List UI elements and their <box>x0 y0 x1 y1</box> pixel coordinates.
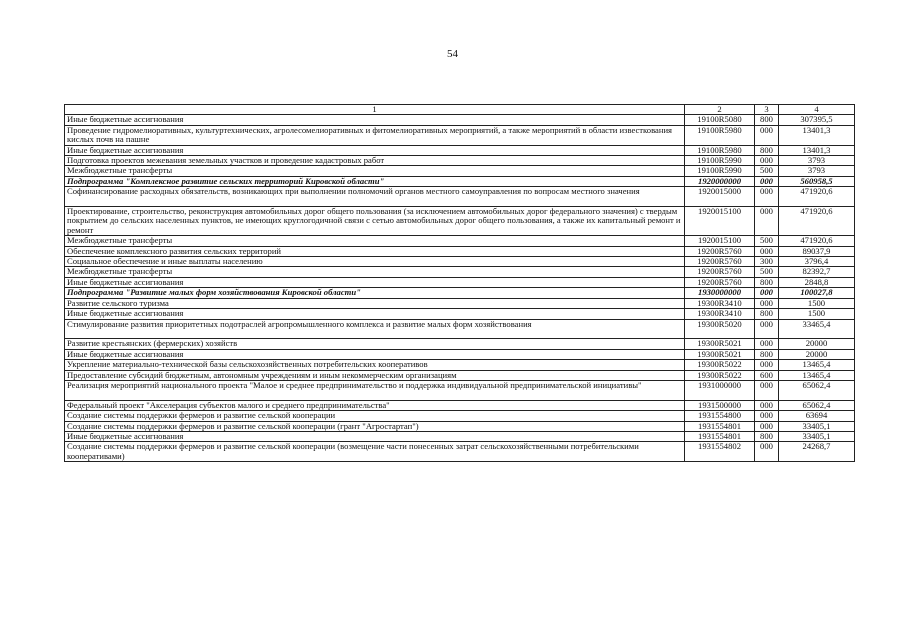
table-row <box>65 156 855 166</box>
row-name-cell: Создание системы поддержки фермеров и развитие сельской кооперации (возмещение части понесенных затрат сельскохозяйственными потребительскими кооперативами) <box>65 442 685 462</box>
row-code-cell: 19200R5760 <box>685 257 755 267</box>
row-code-cell: 19200R5760 <box>685 277 755 287</box>
row-name-cell: Реализация мероприятий национального проекта "Малое и среднее предпринимательство и поддержка индивидуальной предпринимательской инициативы" <box>65 380 685 400</box>
row-name-cell: Подготовка проектов межевания земельных участков и проведение кадастровых работ <box>65 156 685 166</box>
table-body <box>65 115 855 462</box>
row-kind-cell: 000 <box>755 187 779 207</box>
row-code-cell: 1920015000 <box>685 187 755 207</box>
row-kind-cell: 000 <box>755 319 779 339</box>
row-kind-cell: 500 <box>755 267 779 277</box>
row-name-cell: Создание системы поддержки фермеров и развитие сельской кооперации <box>65 411 685 421</box>
row-name-cell: Подпрограмма "Комплексное развитие сельских территорий Кировской области" <box>65 176 685 186</box>
row-amount-cell: 3796,4 <box>779 257 855 267</box>
header-col-4: 4 <box>779 105 855 115</box>
row-kind-cell: 800 <box>755 349 779 359</box>
table-row <box>65 360 855 370</box>
row-code-cell: 19100R5980 <box>685 145 755 155</box>
row-kind-cell: 000 <box>755 421 779 431</box>
row-amount-cell: 24268,7 <box>779 442 855 462</box>
row-amount-cell: 13401,3 <box>779 145 855 155</box>
row-name-cell: Социальное обеспечение и иные выплаты населению <box>65 257 685 267</box>
table-row <box>65 187 855 207</box>
row-kind-cell: 600 <box>755 370 779 380</box>
row-code-cell: 19100R5990 <box>685 166 755 176</box>
budget-table <box>64 104 855 462</box>
row-code-cell: 19200R5760 <box>685 246 755 256</box>
row-kind-cell: 000 <box>755 125 779 145</box>
row-amount-cell: 471920,6 <box>779 187 855 207</box>
row-name-cell: Иные бюджетные ассигнования <box>65 431 685 441</box>
row-amount-cell: 33405,1 <box>779 421 855 431</box>
row-amount-cell: 3793 <box>779 166 855 176</box>
row-code-cell: 19300R5021 <box>685 349 755 359</box>
table-row <box>65 267 855 277</box>
row-code-cell: 1930000000 <box>685 288 755 298</box>
table-row <box>65 370 855 380</box>
row-amount-cell: 1500 <box>779 309 855 319</box>
row-name-cell: Межбюджетные трансферты <box>65 267 685 277</box>
row-code-cell: 19300R5022 <box>685 360 755 370</box>
table-row <box>65 319 855 339</box>
table-row <box>65 421 855 431</box>
row-code-cell: 1931500000 <box>685 400 755 410</box>
subprogram-row <box>65 288 855 298</box>
row-amount-cell: 1500 <box>779 298 855 308</box>
header-col-3: 3 <box>755 105 779 115</box>
row-kind-cell: 500 <box>755 166 779 176</box>
header-col-1: 1 <box>65 105 685 115</box>
row-code-cell: 1920015100 <box>685 207 755 236</box>
row-name-cell: Развитие крестьянских (фермерских) хозяйств <box>65 339 685 349</box>
table-row <box>65 298 855 308</box>
row-kind-cell: 000 <box>755 442 779 462</box>
row-name-cell: Иные бюджетные ассигнования <box>65 309 685 319</box>
row-kind-cell: 000 <box>755 288 779 298</box>
row-amount-cell: 100027,8 <box>779 288 855 298</box>
row-kind-cell: 000 <box>755 207 779 236</box>
row-kind-cell: 000 <box>755 339 779 349</box>
row-amount-cell: 13465,4 <box>779 360 855 370</box>
table-row <box>65 236 855 246</box>
table-row <box>65 145 855 155</box>
row-amount-cell: 33405,1 <box>779 431 855 441</box>
row-code-cell: 19100R5990 <box>685 156 755 166</box>
row-name-cell: Создание системы поддержки фермеров и развитие сельской кооперации (грант "Агростартап") <box>65 421 685 431</box>
row-name-cell: Иные бюджетные ассигнования <box>65 145 685 155</box>
row-code-cell: 19100R5080 <box>685 115 755 125</box>
row-amount-cell: 13401,3 <box>779 125 855 145</box>
row-code-cell: 19100R5980 <box>685 125 755 145</box>
row-name-cell: Подпрограмма "Развитие малых форм хозяйствования Кировской области" <box>65 288 685 298</box>
row-code-cell: 19300R5021 <box>685 339 755 349</box>
row-name-cell: Стимулирование развития приоритетных подотраслей агропромышленного комплекса и развитие малых форм хозяйствования <box>65 319 685 339</box>
row-amount-cell: 3793 <box>779 156 855 166</box>
row-name-cell: Межбюджетные трансферты <box>65 236 685 246</box>
row-code-cell: 1931000000 <box>685 380 755 400</box>
row-kind-cell: 000 <box>755 246 779 256</box>
row-name-cell: Развитие сельского туризма <box>65 298 685 308</box>
table-row <box>65 257 855 267</box>
table-row <box>65 125 855 145</box>
subprogram-row <box>65 176 855 186</box>
row-kind-cell: 000 <box>755 411 779 421</box>
row-code-cell: 1931554800 <box>685 411 755 421</box>
row-name-cell: Иные бюджетные ассигнования <box>65 277 685 287</box>
row-amount-cell: 307395,5 <box>779 115 855 125</box>
row-name-cell: Софинансирование расходных обязательств, возникающих при выполнении полномочий органов местного самоуправления по вопросам местного значения <box>65 187 685 207</box>
row-code-cell: 1931554802 <box>685 442 755 462</box>
row-kind-cell: 800 <box>755 145 779 155</box>
row-name-cell: Проектирование, строительство, реконструкция автомобильных дорог общего пользования (за исключением автомобильных дорог федерального значения) с твердым покрытием до сельских населенных пунктов, не имеющих круглогодичной связи с сетью автомобильных дорог общего пользования, а также их капитальный ремонт и ремонт <box>65 207 685 236</box>
row-kind-cell: 000 <box>755 298 779 308</box>
row-name-cell: Предоставление субсидий бюджетным, автономным учреждениям и иным некоммерческим организациям <box>65 370 685 380</box>
table-row <box>65 400 855 410</box>
row-amount-cell: 20000 <box>779 339 855 349</box>
row-kind-cell: 000 <box>755 380 779 400</box>
row-kind-cell: 300 <box>755 257 779 267</box>
row-amount-cell: 471920,6 <box>779 207 855 236</box>
row-name-cell: Укрепление материально-технической базы сельскохозяйственных потребительских кооперативов <box>65 360 685 370</box>
row-name-cell: Обеспечение комплексного развития сельских территорий <box>65 246 685 256</box>
row-kind-cell: 800 <box>755 277 779 287</box>
row-amount-cell: 89037,9 <box>779 246 855 256</box>
row-amount-cell: 63694 <box>779 411 855 421</box>
row-kind-cell: 800 <box>755 309 779 319</box>
row-amount-cell: 13465,4 <box>779 370 855 380</box>
table-header-row <box>65 105 855 115</box>
table-row <box>65 411 855 421</box>
row-amount-cell: 65062,4 <box>779 400 855 410</box>
row-kind-cell: 800 <box>755 115 779 125</box>
row-amount-cell: 20000 <box>779 349 855 359</box>
row-kind-cell: 000 <box>755 176 779 186</box>
header-col-2: 2 <box>685 105 755 115</box>
row-kind-cell: 000 <box>755 400 779 410</box>
table-row <box>65 115 855 125</box>
row-name-cell: Иные бюджетные ассигнования <box>65 349 685 359</box>
row-code-cell: 19300R5022 <box>685 370 755 380</box>
table-row <box>65 277 855 287</box>
row-kind-cell: 500 <box>755 236 779 246</box>
row-name-cell: Проведение гидромелиоративных, культуртехнических, агролесомелиоративных и фитомелиоративных мероприятий, а также мероприятий в области известкования кислых почв на пашне <box>65 125 685 145</box>
row-name-cell: Межбюджетные трансферты <box>65 166 685 176</box>
row-amount-cell: 2848,8 <box>779 277 855 287</box>
table-row <box>65 246 855 256</box>
table-row <box>65 309 855 319</box>
row-amount-cell: 471920,6 <box>779 236 855 246</box>
table-row <box>65 431 855 441</box>
row-amount-cell: 65062,4 <box>779 380 855 400</box>
row-code-cell: 19200R5760 <box>685 267 755 277</box>
row-name-cell: Федеральный проект "Акселерация субъектов малого и среднего предпринимательства" <box>65 400 685 410</box>
table-row <box>65 349 855 359</box>
table-row <box>65 207 855 236</box>
row-code-cell: 1931554801 <box>685 421 755 431</box>
row-amount-cell: 82392,7 <box>779 267 855 277</box>
table-row <box>65 442 855 462</box>
row-code-cell: 1931554801 <box>685 431 755 441</box>
row-code-cell: 1920015100 <box>685 236 755 246</box>
row-code-cell: 19300R3410 <box>685 298 755 308</box>
row-kind-cell: 000 <box>755 156 779 166</box>
row-amount-cell: 560958,5 <box>779 176 855 186</box>
row-kind-cell: 000 <box>755 360 779 370</box>
table-row <box>65 339 855 349</box>
row-code-cell: 19300R5020 <box>685 319 755 339</box>
row-kind-cell: 800 <box>755 431 779 441</box>
row-code-cell: 19300R3410 <box>685 309 755 319</box>
row-amount-cell: 33465,4 <box>779 319 855 339</box>
row-name-cell: Иные бюджетные ассигнования <box>65 115 685 125</box>
row-code-cell: 1920000000 <box>685 176 755 186</box>
page-number: 54 <box>447 48 458 60</box>
table-row <box>65 380 855 400</box>
table-row <box>65 166 855 176</box>
